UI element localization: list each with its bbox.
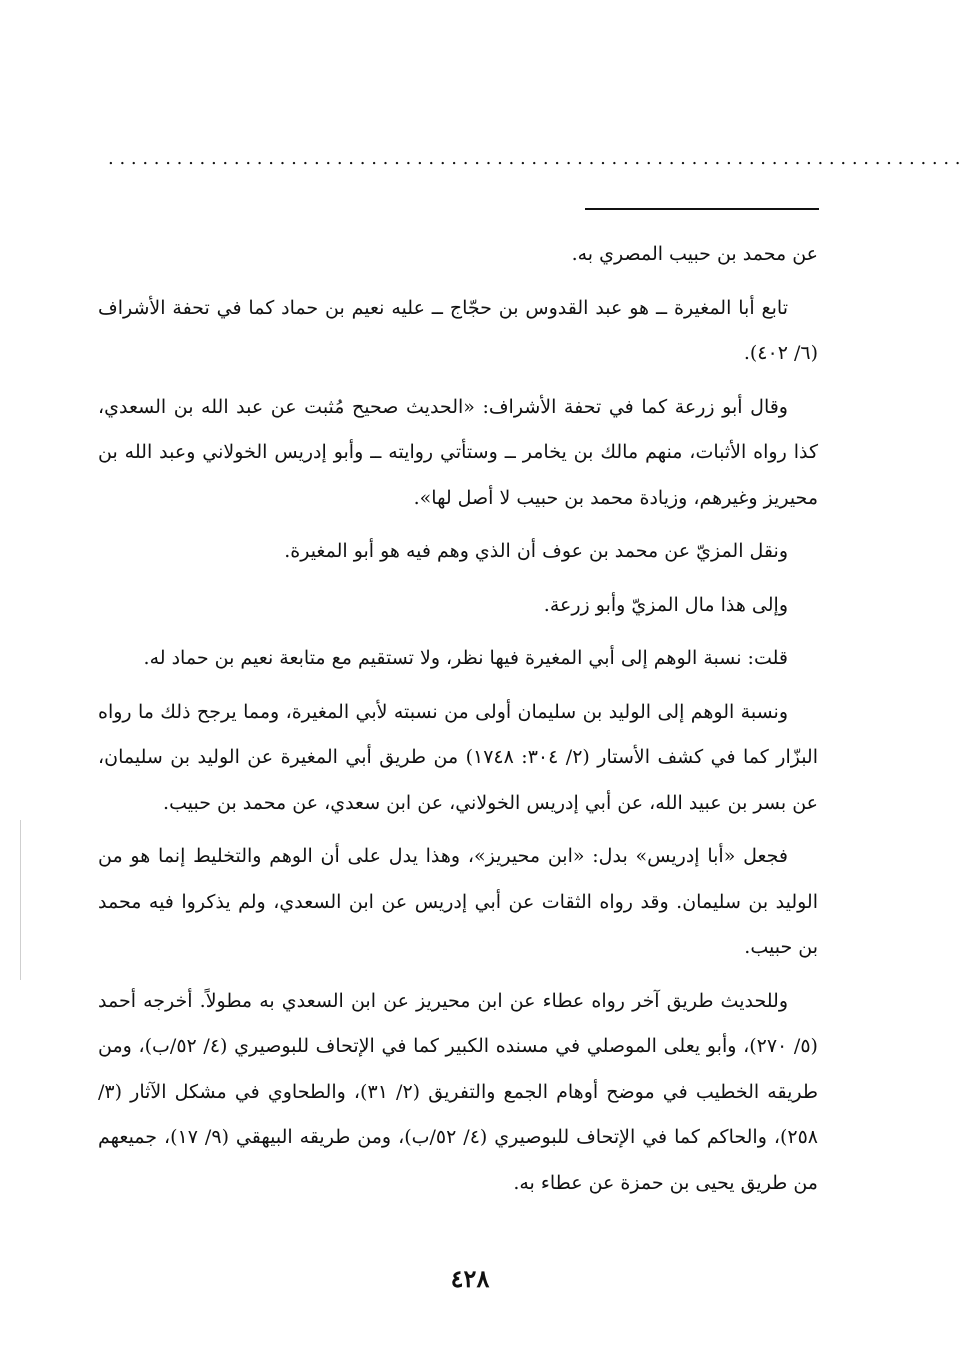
paragraph-1: عن محمد بن حبيب المصري به. bbox=[571, 243, 818, 265]
scan-margin-line bbox=[20, 820, 21, 980]
paragraph-8: فجعل «أبا إدريس» بدل: «ابن محيريز»، وهذا يدل على أن الوهم والتخليط إنما هو من الوليد بن سليمان. وقد رواه الثقات عن أبي إدريس عن ابن السعدي، ولم يذكروا فيه محمد بن حبيب. bbox=[98, 845, 818, 958]
paragraph-9: وللحديث طريق آخر رواه عطاء عن ابن محيريز عن ابن السعدي به مطولاً. أخرجه أحمد (٥/ ٢٧٠)، وأبو يعلى الموصلي في مسنده الكبير كما في الإتحاف للبوصيري (٤/ ٥٢/ب)، ومن طريقه الخطيب في موضح أوهام الجمع والتفريق (٢/ ٣١)، والطحاوي في مشكل الآثار (٣/ ٢٥٨)، والحاكم كما في الإتحاف للبوصيري (٤/ ٥٢/ب)، ومن طريقه البيهقي (٩/ ١٧)، جميعهم من طريق يحيى بن حمزة عن عطاء به. bbox=[98, 989, 818, 1194]
paragraph-3: وقال أبو زرعة كما في تحفة الأشراف: «الحديث صحيح مُثبت عن عبد الله بن السعدي، كذا رواه الأثبات، منهم مالك بن يخامر ــ وستأتي روايته ــ وأبو إدريس الخولاني وعبد الله بن محيريز وغيرهم، وزيادة محمد بن حبيب لا أصل لها». bbox=[98, 395, 818, 509]
separator-dots: . . . . . . . . . . . . . . . . . . . . . . . . . . . . . . . . . . . . . . . . . . . . . . . . . . . . . . . . . . . . . . . . . . . . . . . . . . . bbox=[108, 148, 961, 169]
paragraph-4: ونقل المزيّ عن محمد بن عوف أن الذي وهم فيه هو أبو المغيرة. bbox=[284, 540, 788, 562]
paragraph-6: قلت: نسبة الوهم إلى أبي المغيرة فيها نظر، ولا تستقيم مع متابعة نعيم بن حماد له. bbox=[143, 647, 788, 669]
page-number: ٤٢٨ bbox=[450, 1264, 490, 1293]
paragraph-2: تابع أبا المغيرة ــ هو عبد القدوس بن حجّاج ــ عليه نعيم بن حماد كما في تحفة الأشراف (٦/ ٤٠٢). bbox=[98, 296, 818, 364]
paragraph-5: وإلى هذا مال المزيّ وأبو زرعة. bbox=[543, 593, 788, 616]
footnote-text bbox=[98, 232, 818, 1214]
footnote-rule bbox=[585, 208, 819, 210]
paragraph-7: ونسبة الوهم إلى الوليد بن سليمان أولى من نسبته لأبي المغيرة، ومما يرجح ذلك ما رواه البزّار كما في كشف الأستار (٢/ ٣٠٤: ١٧٤٨) من طريق أبي المغيرة عن الوليد بن سليمان، عن بسر بن عبيد الله، عن أبي إدريس الخولاني، عن ابن سعدي، عن محمد بن حبيب. bbox=[98, 700, 819, 814]
